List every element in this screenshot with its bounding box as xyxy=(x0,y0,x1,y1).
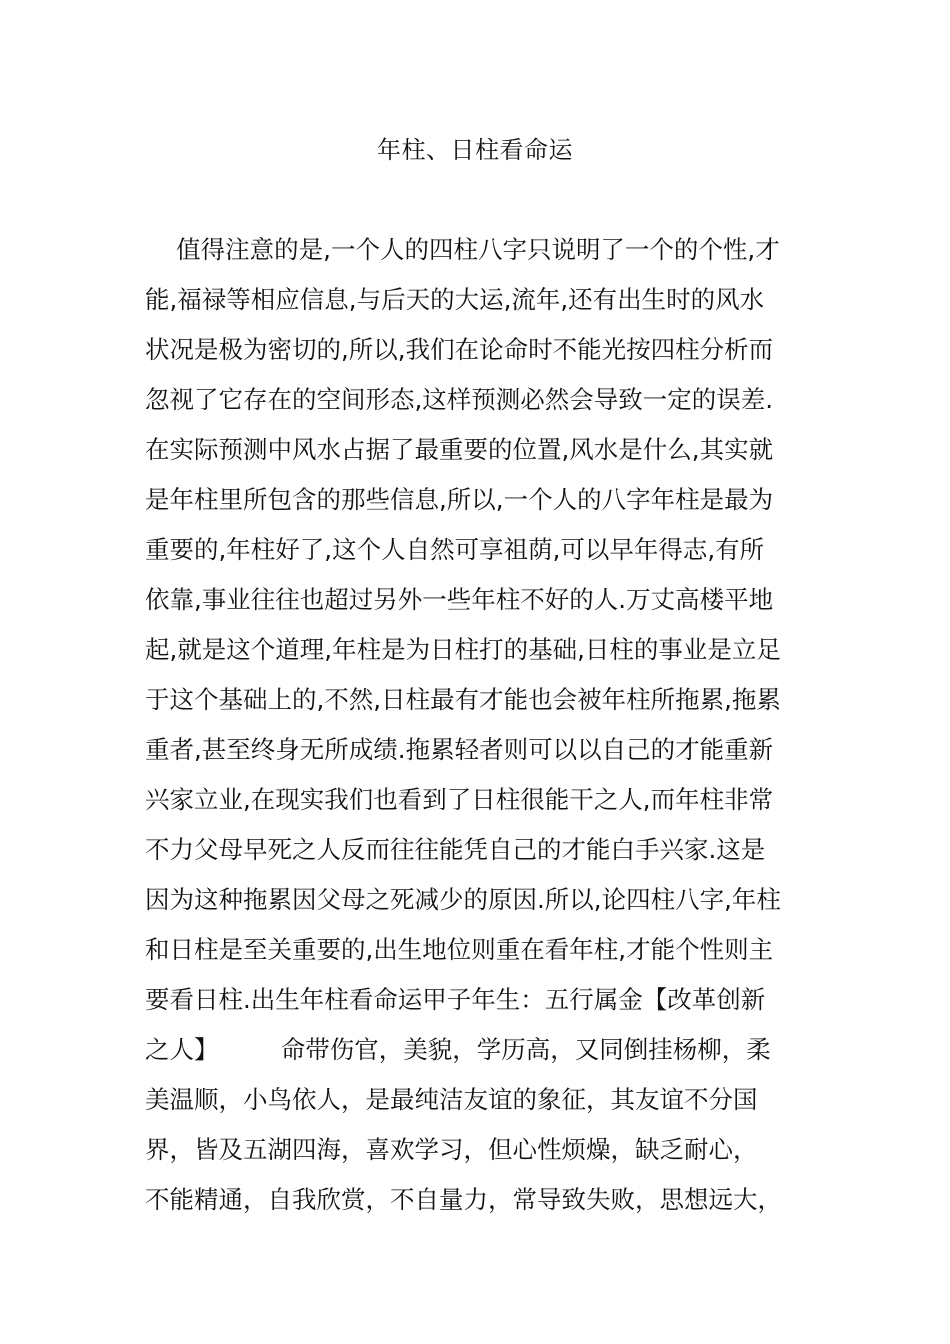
body-line: 重要的,年柱好了,这个人自然可享祖荫,可以早年得志,有所 xyxy=(145,535,765,564)
body-line: 要看日柱.出生年柱看命运甲子年生：五行属金【改革创新 xyxy=(145,985,766,1014)
body-line: 起,就是这个道理,年柱是为日柱打的基础,日柱的事业是立足 xyxy=(145,635,781,664)
body-line: 依靠,事业往往也超过另外一些年柱不好的人.万丈高楼平地 xyxy=(145,585,774,614)
body-line: 能,福禄等相应信息,与后天的大运,流年,还有出生时的风水 xyxy=(145,285,765,314)
body-line: 重者,甚至终身无所成绩.拖累轻者则可以以自己的才能重新 xyxy=(145,735,774,764)
body-line: 不力父母早死之人反而往往能凭自己的才能白手兴家.这是 xyxy=(145,835,766,864)
body-line: 之人】 命带伤官，美貌，学历高，又同倒挂杨柳，柔 xyxy=(145,1035,771,1064)
body-line: 于这个基础上的,不然,日柱最有才能也会被年柱所拖累,拖累 xyxy=(145,685,781,714)
body-line: 美温顺，小鸟依人，是最纯洁友谊的象征，其友谊不分国 xyxy=(145,1085,758,1114)
body-line: 值得注意的是,一个人的四柱八字只说明了一个的个性,才 xyxy=(145,235,780,264)
body-line: 在实际预测中风水占据了最重要的位置,风水是什么,其实就 xyxy=(145,435,774,464)
body-line: 忽视了它存在的空间形态,这样预测必然会导致一定的误差. xyxy=(145,385,774,414)
body-line: 因为这种拖累因父母之死减少的原因.所以,论四柱八字,年柱 xyxy=(145,885,781,914)
body-line: 是年柱里所包含的那些信息,所以,一个人的八字年柱是最为 xyxy=(145,485,774,514)
body-line: 状况是极为密切的,所以,我们在论命时不能光按四柱分析而 xyxy=(145,335,774,364)
body-line: 界，皆及五湖四海，喜欢学习，但心性烦燥，缺乏耐心， xyxy=(145,1135,758,1164)
body-line: 不能精通，自我欣赏，不自量力，常导致失败，思想远大， xyxy=(145,1185,782,1214)
body-line: 兴家立业,在现实我们也看到了日柱很能干之人,而年柱非常 xyxy=(145,785,774,814)
body-line: 和日柱是至关重要的,出生地位则重在看年柱,才能个性则主 xyxy=(145,935,774,964)
document-title: 年柱、日柱看命运 xyxy=(377,136,573,164)
